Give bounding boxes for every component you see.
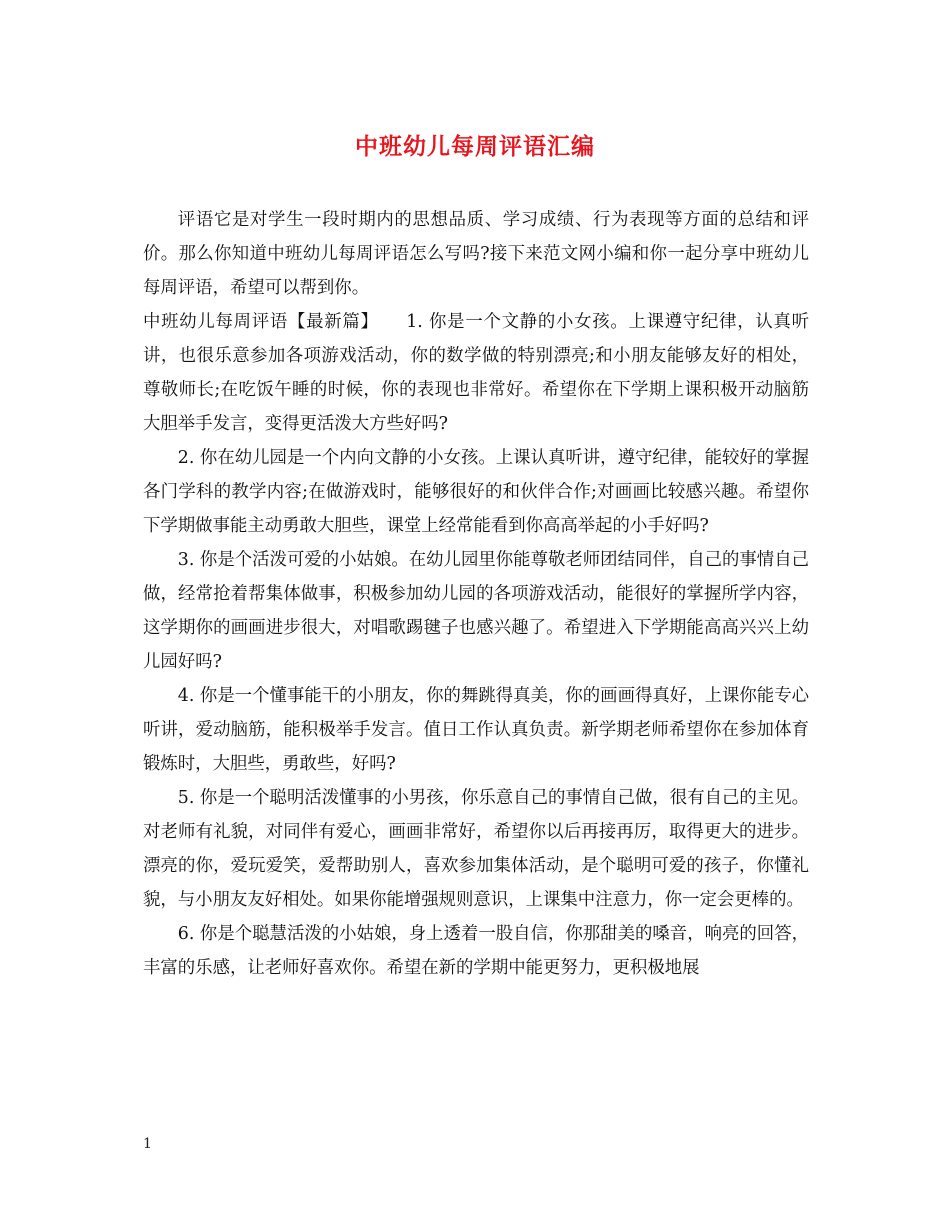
comment-paragraph-2: 2. 你在幼儿园是一个内向文静的小女孩。上课认真听讲，遵守纪律，能较好的掌握各门学科的教学内容;在做游戏时，能够很好的和伙伴合作;对画画比较感兴趣。希望你下学期做事能主动勇敢大胆些，课堂上经常能看到你高高举起的小手好吗? — [143, 448, 809, 536]
comment-paragraph-5: 5. 你是一个聪明活泼懂事的小男孩，你乐意自己的事情自己做，很有自己的主见。对老师有礼貌，对同伴有爱心，画画非常好，希望你以后再接再厉，取得更大的进步。 漂亮的你，爱玩爱笑，爱帮助别人，喜欢参加集体活动，是个聪明可爱的孩子，你懂礼貌，与小朋友友好相处。如果你能增强规则意识，上课集中注意力，你一定会更棒的。 — [143, 788, 809, 910]
document-title: 中班幼儿每周评语汇编 — [355, 133, 595, 160]
comment-paragraph-1: 中班幼儿每周评语【最新篇】 1. 你是一个文静的小女孩。上课遵守纪律，认真听讲，也很乐意参加各项游戏活动，你的数学做的特别漂亮;和小朋友能够友好的相处，尊敬师长;在吃饭午睡的时候，你的表现也非常好。希望你在下学期上课积极开动脑筋大胆举手发言，变得更活泼大方些好吗? — [143, 312, 809, 434]
comment-paragraph-4: 4. 你是一个懂事能干的小朋友，你的舞跳得真美，你的画画得真好，上课你能专心听讲，爱动脑筋，能积极举手发言。值日工作认真负责。新学期老师希望你在参加体育锻炼时，大胆些，勇敢些，好吗? — [143, 686, 809, 774]
comment-paragraph-3: 3. 你是个活泼可爱的小姑娘。在幼儿园里你能尊敬老师团结同伴，自己的事情自己做，经常抢着帮集体做事，积极参加幼儿园的各项游戏活动，能很好的掌握所学内容，这学期你的画画进步很大，对唱歌踢毽子也感兴趣了。希望进入下学期能高高兴兴上幼儿园好吗? — [143, 550, 809, 672]
intro-paragraph: 评语它是对学生一段时期内的思想品质、学习成绩、行为表现等方面的总结和评价。那么你知道中班幼儿每周评语怎么写吗?接下来范文网小编和你一起分享中班幼儿每周评语，希望可以帮到你。 — [143, 210, 809, 298]
page-number: 1 — [143, 1136, 152, 1152]
comment-paragraph-6: 6. 你是个聪慧活泼的小姑娘，身上透着一股自信，你那甜美的嗓音，响亮的回答，丰富的乐感，让老师好喜欢你。希望在新的学期中能更努力，更积极地展 — [143, 924, 809, 978]
document-body — [143, 203, 809, 985]
